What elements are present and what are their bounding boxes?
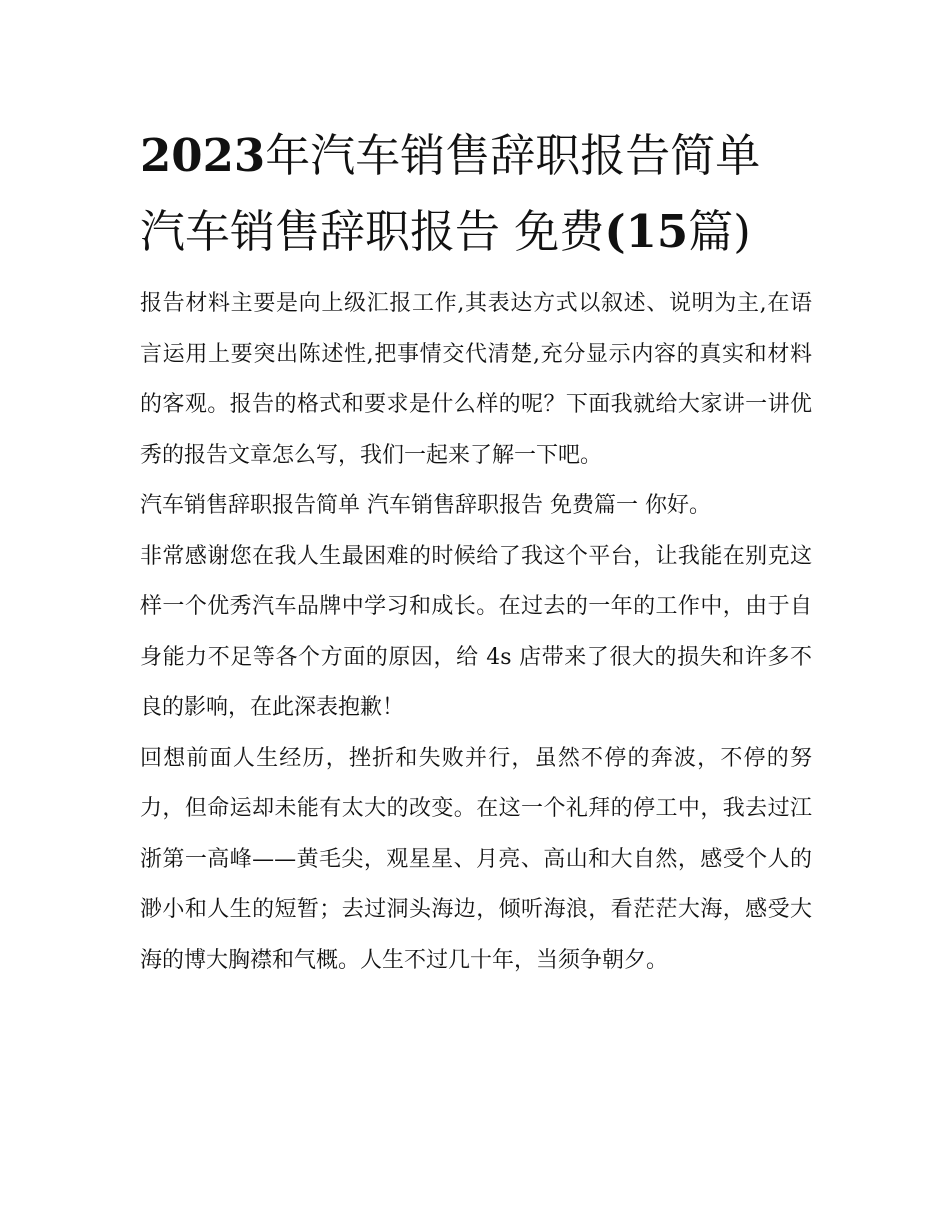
body-paragraph: 回想前面人生经历，挫折和失败并行，虽然不停的奔波，不停的努力，但命运却未能有太大的改变。在这一个礼拜的停工中，我去过江浙第一高峰——黄毛尖，观星星、月亮、高山和大自然，感受个人的渺小和人生的短暂；去过洞头海边，倾听海浪，看茫茫大海，感受大海的博大胸襟和气概。人生不过几十年，当须争朝夕。 (140, 745, 812, 973)
intro-paragraph: 报告材料主要是向上级汇报工作,其表达方式以叙述、说明为主,在语言运用上要突出陈述性,把事情交代清楚,充分显示内容的真实和材料的客观。报告的格式和要求是什么样的呢？下面我就给大家讲一讲优秀的报告文章怎么写，我们一起来了解一下吧。 (140, 291, 812, 468)
title-unit: 篇) (688, 205, 751, 258)
title-line-2 (140, 194, 812, 270)
title-count: (15 (604, 205, 689, 258)
title-year: 2023 (140, 129, 266, 182)
document-title (140, 118, 812, 270)
title-line-1-text: 年汽车销售辞职报告简单 (265, 129, 761, 182)
section-heading-paragraph: 汽车销售辞职报告简单 汽车销售辞职报告 免费篇一 你好。 (140, 493, 711, 518)
document-body (140, 279, 812, 986)
title-line-2-text: 汽车销售辞职报告 免费 (140, 205, 605, 258)
body-paragraph: 非常感谢您在我人生最困难的时候给了我这个平台，让我能在别克这样一个优秀汽车品牌中学习和成长。在过去的一年的工作中，由于自身能力不足等各个方面的原因，给 4s 店带来了很大的损失和许多不良的影响，在此深表抱歉！ (140, 543, 812, 720)
document-page (140, 118, 812, 986)
title-line-1 (140, 118, 812, 194)
